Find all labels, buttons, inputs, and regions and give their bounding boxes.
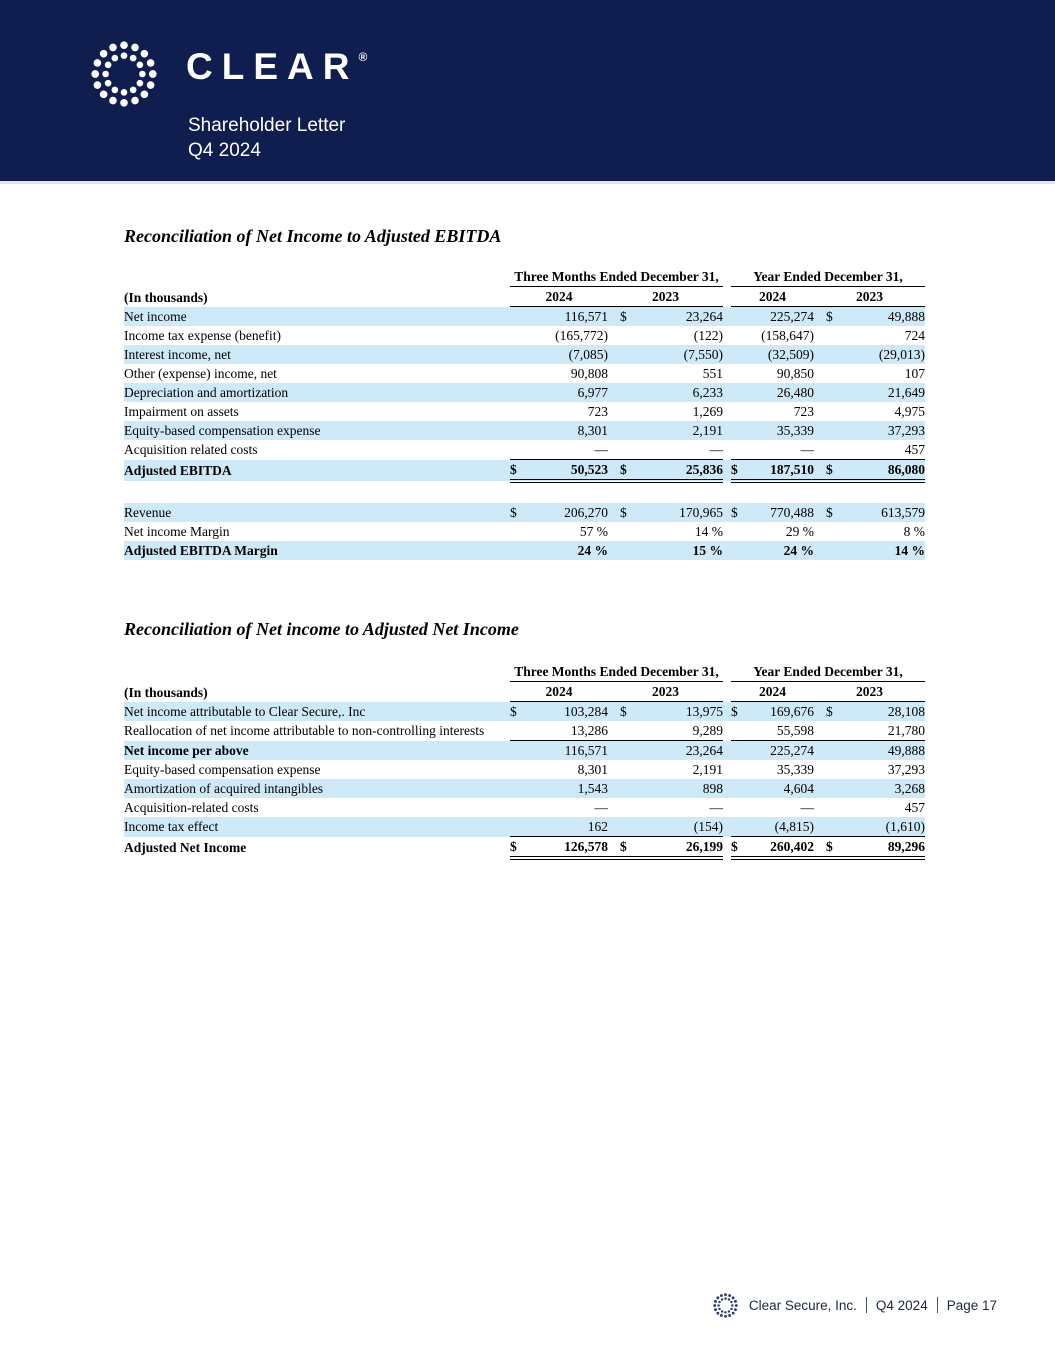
currency-symbol — [510, 364, 532, 383]
section-title-ebitda: Reconciliation of Net Income to Adjusted EBITDA — [124, 226, 502, 246]
cell-value: (165,772) — [555, 328, 608, 343]
cell-value: — — [800, 800, 814, 815]
cell-value: 8 % — [903, 524, 926, 539]
currency-symbol — [608, 817, 632, 837]
currency-symbol — [608, 741, 632, 761]
column-gap — [723, 779, 731, 798]
column-gap — [723, 662, 731, 682]
year-header: 2024 — [510, 287, 608, 307]
currency-symbol — [510, 779, 532, 798]
column-gap — [723, 741, 731, 761]
section-title-net-income: Reconciliation of Net income to Adjusted Net Income — [124, 619, 519, 639]
table-row — [124, 364, 925, 383]
currency-symbol: $ — [510, 837, 532, 859]
brand-wordmark — [186, 46, 367, 88]
cell-value: 225,274 — [753, 741, 814, 761]
cell-value: — — [594, 800, 608, 815]
currency-symbol — [510, 421, 532, 440]
cell-value: 551 — [702, 366, 723, 381]
table-row — [124, 741, 925, 761]
cell-value: — — [709, 800, 723, 815]
clear-logo-icon — [88, 38, 160, 110]
currency-symbol — [608, 383, 632, 402]
header-divider — [0, 181, 1055, 184]
currency-symbol — [608, 326, 632, 345]
table-row — [124, 837, 925, 859]
currency-symbol — [731, 326, 753, 345]
row-label: Interest income, net — [124, 345, 510, 364]
cell-value: 89,296 — [838, 837, 925, 859]
cell-value: 24 % — [532, 541, 608, 560]
cell-value: 15 % — [632, 541, 723, 560]
currency-symbol — [814, 345, 838, 364]
table-row — [124, 440, 925, 460]
row-label: Depreciation and amortization — [124, 383, 510, 402]
table-row — [124, 307, 925, 327]
currency-symbol — [510, 817, 532, 837]
cell-value: (7,085) — [532, 345, 608, 364]
cell-value: — — [800, 442, 814, 457]
table-row — [124, 383, 925, 402]
cell-value: (4,815) — [753, 817, 814, 837]
units-label: (In thousands) — [124, 684, 208, 700]
currency-symbol: $ — [814, 837, 838, 859]
cell-value: 162 — [532, 817, 608, 837]
currency-symbol — [731, 741, 753, 761]
cell-value: 126,578 — [532, 837, 608, 859]
group-header: Year Ended December 31, — [731, 267, 925, 287]
table-row — [124, 345, 925, 364]
cell-value: 457 — [904, 442, 926, 457]
table-row — [124, 481, 925, 503]
currency-symbol — [510, 440, 532, 460]
column-gap — [723, 522, 731, 541]
cell-value: 6,233 — [632, 383, 723, 402]
currency-symbol — [731, 760, 753, 779]
cell-value: 8,301 — [577, 762, 608, 777]
cell-value: 23,264 — [632, 307, 723, 327]
currency-symbol — [510, 741, 532, 761]
table-row — [124, 541, 925, 560]
table-header-row — [124, 287, 925, 307]
row-label: Adjusted Net Income — [124, 839, 247, 855]
row-label: Adjusted EBITDA Margin — [124, 541, 510, 560]
cell-value: 26,199 — [632, 837, 723, 859]
row-label: Income tax effect — [124, 817, 510, 837]
column-gap — [723, 721, 731, 741]
column-gap — [723, 421, 731, 440]
currency-symbol — [510, 307, 532, 327]
cell-value: 90,808 — [570, 366, 608, 381]
cell-value: 1,543 — [532, 779, 608, 798]
currency-symbol — [814, 817, 838, 837]
cell-value: 187,510 — [753, 460, 814, 482]
table-row — [124, 326, 925, 345]
currency-symbol — [608, 798, 632, 817]
table-row — [124, 760, 925, 779]
cell-value: 2,191 — [632, 421, 723, 440]
currency-symbol — [608, 421, 632, 440]
cell-value: 103,284 — [532, 702, 608, 722]
column-gap — [723, 760, 731, 779]
currency-symbol: $ — [608, 460, 632, 482]
currency-symbol — [510, 541, 532, 560]
currency-symbol — [731, 440, 753, 460]
table-row — [124, 798, 925, 817]
currency-symbol — [731, 421, 753, 440]
currency-symbol — [608, 364, 632, 383]
row-label: Income tax expense (benefit) — [124, 328, 282, 343]
header-band — [0, 0, 1055, 181]
cell-value: 225,274 — [753, 307, 814, 327]
cell-value: 37,293 — [887, 762, 926, 777]
cell-value: 26,480 — [753, 383, 814, 402]
column-gap — [723, 682, 731, 702]
net-income-reconciliation-table — [124, 662, 925, 860]
column-gap — [723, 307, 731, 327]
currency-symbol — [731, 364, 753, 383]
cell-value: 116,571 — [532, 307, 608, 327]
year-header: 2023 — [608, 682, 723, 702]
currency-symbol: $ — [731, 503, 753, 522]
cell-value: 260,402 — [753, 837, 814, 859]
cell-value: 116,571 — [532, 741, 608, 761]
cell-value: 723 — [793, 404, 814, 419]
table-header-row — [124, 267, 925, 287]
cell-value: (32,509) — [753, 345, 814, 364]
cell-value: 898 — [632, 779, 723, 798]
currency-symbol — [731, 798, 753, 817]
column-gap — [723, 287, 731, 307]
column-gap — [723, 383, 731, 402]
cell-value: 21,780 — [838, 721, 925, 741]
currency-symbol: $ — [608, 702, 632, 722]
cell-value: 28,108 — [838, 702, 925, 722]
currency-symbol: $ — [731, 460, 753, 482]
cell-value: (158,647) — [761, 328, 814, 343]
cell-value: 107 — [904, 366, 926, 381]
group-header: Year Ended December 31, — [731, 662, 925, 682]
row-label: Net income — [124, 307, 510, 327]
cell-value: 4,604 — [753, 779, 814, 798]
header-subtitle — [188, 113, 345, 163]
subtitle-line1: Shareholder Letter — [188, 115, 346, 136]
currency-symbol — [510, 383, 532, 402]
cell-value: 9,289 — [632, 721, 723, 741]
table-row — [124, 421, 925, 440]
column-gap — [723, 541, 731, 560]
cell-value: 13,286 — [532, 721, 608, 741]
financial-table — [124, 267, 925, 560]
currency-symbol — [608, 522, 632, 541]
cell-value: 49,888 — [838, 741, 925, 761]
page-footer — [712, 1291, 997, 1319]
cell-value: (7,550) — [632, 345, 723, 364]
row-label: Amortization of acquired intangibles — [124, 779, 510, 798]
currency-symbol: $ — [814, 460, 838, 482]
cell-value: (154) — [632, 817, 723, 837]
cell-value: 50,523 — [532, 460, 608, 482]
table-row — [124, 702, 925, 722]
currency-symbol: $ — [510, 702, 532, 722]
column-gap — [723, 817, 731, 837]
currency-symbol — [510, 522, 532, 541]
spacer-cell — [124, 481, 925, 503]
column-gap — [723, 798, 731, 817]
cell-value: 24 % — [753, 541, 814, 560]
currency-symbol — [510, 345, 532, 364]
row-label: Equity-based compensation expense — [124, 421, 510, 440]
currency-symbol — [608, 440, 632, 460]
cell-value: 14 % — [694, 524, 723, 539]
cell-value: 29 % — [785, 524, 814, 539]
column-gap — [723, 503, 731, 522]
clear-footer-logo-icon — [712, 1292, 739, 1319]
column-gap — [723, 364, 731, 383]
financial-table — [124, 662, 925, 860]
cell-value: 86,080 — [838, 460, 925, 482]
currency-symbol — [814, 760, 838, 779]
table-row — [124, 402, 925, 421]
year-header: 2023 — [814, 682, 925, 702]
year-header: 2024 — [510, 682, 608, 702]
currency-symbol — [608, 541, 632, 560]
currency-symbol — [814, 522, 838, 541]
column-gap — [723, 326, 731, 345]
currency-symbol: $ — [814, 307, 838, 327]
currency-symbol — [510, 326, 532, 345]
currency-symbol — [731, 402, 753, 421]
cell-value: 3,268 — [838, 779, 925, 798]
currency-symbol — [814, 779, 838, 798]
cell-value: 57 % — [579, 524, 608, 539]
cell-value: 613,579 — [838, 503, 925, 522]
currency-symbol: $ — [608, 837, 632, 859]
currency-symbol — [608, 345, 632, 364]
cell-value: (1,610) — [838, 817, 925, 837]
cell-value: 170,965 — [632, 503, 723, 522]
cell-value: 37,293 — [838, 421, 925, 440]
currency-symbol — [814, 541, 838, 560]
ebitda-reconciliation-table — [124, 267, 925, 560]
currency-symbol — [510, 402, 532, 421]
table-header-row — [124, 682, 925, 702]
subtitle-line2: Q4 2024 — [188, 140, 261, 161]
cell-value: 25,836 — [632, 460, 723, 482]
currency-symbol: $ — [608, 307, 632, 327]
currency-symbol — [608, 760, 632, 779]
currency-symbol — [510, 721, 532, 741]
row-label: Net income per above — [124, 741, 510, 761]
currency-symbol — [814, 326, 838, 345]
footer-page-number: Page 17 — [946, 1297, 997, 1313]
row-label: Revenue — [124, 503, 510, 522]
row-label: Acquisition-related costs — [124, 800, 259, 815]
units-label: (In thousands) — [124, 289, 208, 305]
currency-symbol: $ — [510, 503, 532, 522]
cell-value: 49,888 — [838, 307, 925, 327]
currency-symbol — [510, 760, 532, 779]
row-label: Acquisition related costs — [124, 442, 258, 458]
row-label: Other (expense) income, net — [124, 366, 277, 381]
footer-company: Clear Secure, Inc. — [748, 1297, 857, 1313]
currency-symbol — [608, 721, 632, 741]
cell-value: 723 — [587, 404, 608, 419]
cell-value: 13,975 — [632, 702, 723, 722]
currency-symbol — [814, 402, 838, 421]
row-label: Net income Margin — [124, 524, 230, 539]
cell-value: 770,488 — [753, 503, 814, 522]
currency-symbol — [608, 402, 632, 421]
cell-value: 457 — [904, 800, 926, 815]
column-gap — [723, 267, 731, 287]
table-row — [124, 779, 925, 798]
row-label: Reallocation of net income attributable to non-controlling interests — [124, 723, 485, 739]
year-header: 2023 — [814, 287, 925, 307]
currency-symbol — [814, 383, 838, 402]
cell-value: 55,598 — [753, 721, 814, 741]
column-gap — [723, 402, 731, 421]
year-header: 2024 — [731, 682, 814, 702]
currency-symbol: $ — [731, 837, 753, 859]
footer-separator — [937, 1297, 938, 1313]
currency-symbol — [814, 364, 838, 383]
currency-symbol — [731, 307, 753, 327]
cell-value: (122) — [693, 328, 723, 343]
row-label: Impairment on assets — [124, 404, 239, 419]
year-header: 2024 — [731, 287, 814, 307]
row-label: Net income attributable to Clear Secure,. Inc — [124, 702, 510, 722]
row-label: Adjusted EBITDA — [124, 460, 510, 482]
cell-value: 6,977 — [532, 383, 608, 402]
table-row — [124, 503, 925, 522]
registered-trademark-symbol: ® — [358, 50, 368, 64]
cell-value: 2,191 — [692, 762, 723, 777]
currency-symbol — [731, 522, 753, 541]
currency-symbol — [510, 798, 532, 817]
currency-symbol — [731, 817, 753, 837]
currency-symbol — [731, 779, 753, 798]
year-header: 2023 — [608, 287, 723, 307]
cell-value: — — [594, 442, 608, 457]
currency-symbol: $ — [814, 702, 838, 722]
footer-quarter: Q4 2024 — [875, 1297, 928, 1313]
cell-value: 35,339 — [776, 762, 814, 777]
currency-symbol — [731, 345, 753, 364]
cell-value: 724 — [904, 328, 926, 343]
currency-symbol — [814, 421, 838, 440]
table-row — [124, 721, 925, 741]
currency-symbol: $ — [814, 503, 838, 522]
table-row — [124, 817, 925, 837]
row-label: Equity-based compensation expense — [124, 762, 321, 777]
cell-value: 21,649 — [838, 383, 925, 402]
column-gap — [723, 345, 731, 364]
cell-value: 14 % — [838, 541, 925, 560]
currency-symbol: $ — [731, 702, 753, 722]
currency-symbol — [814, 741, 838, 761]
cell-value: 4,975 — [894, 404, 926, 419]
currency-symbol: $ — [510, 460, 532, 482]
column-gap — [723, 440, 731, 460]
column-gap — [723, 702, 731, 722]
currency-symbol — [731, 541, 753, 560]
cell-value: 169,676 — [753, 702, 814, 722]
table-header-row — [124, 662, 925, 682]
cell-value: 1,269 — [692, 404, 723, 419]
currency-symbol — [608, 779, 632, 798]
cell-value: (29,013) — [838, 345, 925, 364]
currency-symbol: $ — [608, 503, 632, 522]
currency-symbol — [731, 383, 753, 402]
footer-separator — [866, 1297, 867, 1313]
cell-value: 8,301 — [532, 421, 608, 440]
brand-name: CLEAR — [186, 46, 359, 87]
currency-symbol — [814, 440, 838, 460]
cell-value: — — [709, 442, 723, 457]
table-row — [124, 522, 925, 541]
group-header: Three Months Ended December 31, — [510, 267, 723, 287]
label-header — [124, 267, 510, 287]
label-header — [124, 662, 510, 682]
table-row — [124, 460, 925, 482]
column-gap — [723, 837, 731, 859]
cell-value: 35,339 — [753, 421, 814, 440]
group-header: Three Months Ended December 31, — [510, 662, 723, 682]
currency-symbol — [814, 798, 838, 817]
cell-value: 206,270 — [532, 503, 608, 522]
cell-value: 90,850 — [776, 366, 814, 381]
cell-value: 23,264 — [632, 741, 723, 761]
column-gap — [723, 460, 731, 482]
currency-symbol — [731, 721, 753, 741]
currency-symbol — [814, 721, 838, 741]
